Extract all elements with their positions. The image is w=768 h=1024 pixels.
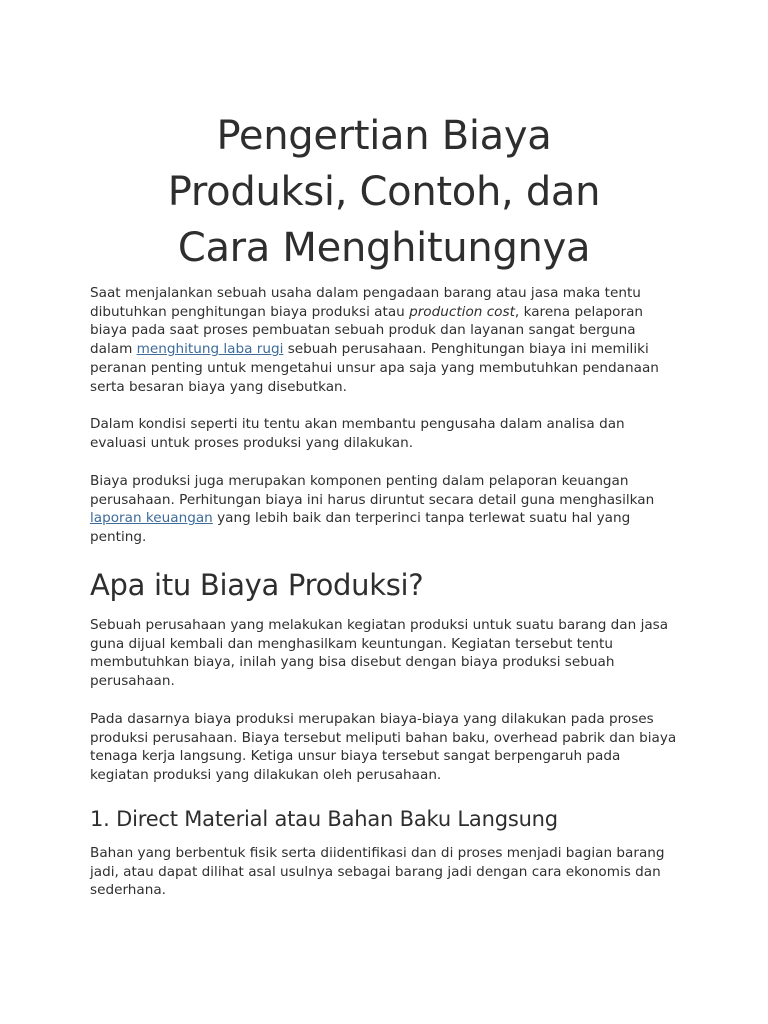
intro-p3-text-b: yang lebih baik dan terperinci tanpa terlewat suatu hal yang penting. — [90, 510, 631, 546]
section1-paragraph-2: Pada dasarnya biaya produksi merupakan biaya-biaya yang dilakukan pada proses produksi perusahaan. Biaya tersebut meliputi bahan baku, overhead pabrik dan biaya tenaga kerja langsung. Ketiga unsur biaya tersebut sangat berpengaruh pada kegiatan produksi yang dilakukan oleh perusahaan. — [90, 711, 677, 784]
article-title — [90, 108, 678, 276]
section-heading-apa-itu-biaya-produksi: Apa itu Biaya Produksi? — [90, 568, 424, 602]
intro-p3-text-a: Biaya produksi juga merupakan komponen penting dalam pelaporan keuangan perusahaan. Perhitungan biaya ini harus diruntut secara detail guna menghasilkan — [90, 473, 655, 508]
title-line-1: Pengertian Biaya — [216, 113, 552, 159]
intro-paragraph-3 — [90, 472, 680, 547]
section1-paragraph-1: Sebuah perusahaan yang melakukan kegiatan produksi untuk suatu barang dan jasa guna dijual kembali dan menghasilkam keuntungan. Kegiatan tersebut tentu membutuhkan biaya, inilah yang bisa disebut dengan biaya produksi sebuah perusahaan. — [90, 617, 669, 690]
intro-paragraph-2: Dalam kondisi seperti itu tentu akan membantu pengusaha dalam analisa dan evaluasi untuk proses produksi yang dilakukan. — [90, 416, 625, 451]
title-line-3: Cara Menghitungnya — [177, 225, 591, 271]
intro-p1-text-a: Saat menjalankan sebuah usaha dalam pengadaan barang atau jasa maka tentu dibutuhkan penghitungan biaya produksi atau — [90, 285, 641, 320]
intro-p1-text-b: , karena pelaporan biaya pada saat proses pembuatan sebuah produk dan layanan sangat berguna dalam — [90, 303, 644, 358]
intro-p1-italic-term: production cost — [409, 303, 515, 320]
intro-paragraph-1 — [90, 284, 680, 396]
link-laporan-keuangan[interactable]: laporan keuangan — [90, 510, 213, 527]
title-line-2: Produksi, Contoh, dan — [167, 169, 601, 215]
link-menghitung-laba-rugi[interactable]: menghitung laba rugi — [136, 341, 284, 358]
subsection1-paragraph-1: Bahan yang berbentuk fisik serta diidentifikasi dan di proses menjadi bagian barang jadi, atau dapat dilihat asal usulnya sebagai barang jadi dengan cara ekonomis dan sederhana. — [90, 845, 665, 899]
intro-p1-text-c: sebuah perusahaan. Penghitungan biaya ini memiliki peranan penting untuk mengetahui unsur apa saja yang membutuhkan pendanaan serta besaran biaya yang disebutkan. — [90, 341, 659, 395]
subsection-heading-direct-material: 1. Direct Material atau Bahan Baku Langsung — [90, 807, 558, 831]
